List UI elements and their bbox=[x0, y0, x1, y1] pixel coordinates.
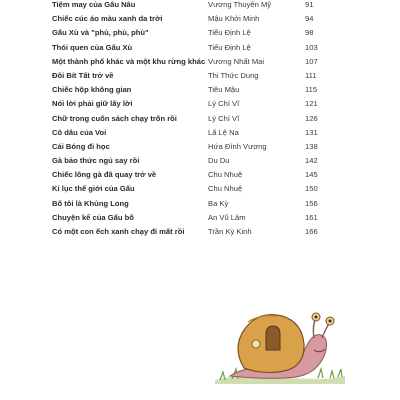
toc-author: Hứa Đình Vương bbox=[208, 141, 267, 151]
toc-title: Bố tôi là Khủng Long bbox=[52, 198, 129, 208]
toc-title: Tiệm may của Gấu Nâu bbox=[52, 0, 136, 9]
toc-page-number: 91 bbox=[305, 0, 314, 9]
toc-row bbox=[0, 12, 400, 26]
toc-row bbox=[0, 55, 400, 69]
toc-author: Tiểu Định Lệ bbox=[208, 28, 251, 38]
toc-title: Có một con ếch xanh chạy đi mất rồi bbox=[52, 227, 185, 236]
toc-page-number: 166 bbox=[305, 227, 318, 236]
toc-row bbox=[0, 97, 400, 111]
toc-author: Trần Kỳ Kinh bbox=[208, 227, 252, 236]
toc-row bbox=[0, 0, 400, 12]
toc-title: Chiếc hộp không gian bbox=[52, 85, 132, 95]
toc-page-number: 150 bbox=[305, 184, 318, 194]
toc-page-number: 107 bbox=[305, 56, 318, 66]
toc-page-number: 111 bbox=[305, 70, 317, 80]
toc-title: Kỉ lục thế giới của Gấu bbox=[52, 184, 135, 194]
toc-title: Chữ trong cuốn sách chạy trốn rồi bbox=[52, 113, 177, 123]
toc-title: Cái Bóng đi học bbox=[52, 141, 110, 151]
toc-title: Gấu Xù và "phù, phù, phù" bbox=[52, 28, 149, 38]
toc-row bbox=[0, 26, 400, 40]
toc-title: Chiếc lông gà đã quay trở về bbox=[52, 170, 157, 180]
toc-row bbox=[0, 225, 400, 239]
toc-row bbox=[0, 182, 400, 196]
toc-title: Gà bảo thức ngủ say rồi bbox=[52, 156, 140, 166]
toc-page-number: 103 bbox=[305, 42, 318, 52]
toc-page-number: 94 bbox=[305, 14, 314, 24]
toc-author: Tiểu Định Lệ bbox=[208, 42, 251, 52]
toc-author: Chu Nhuệ bbox=[208, 184, 243, 194]
toc-row bbox=[0, 168, 400, 182]
toc-page-number: 138 bbox=[305, 141, 318, 151]
snail-icon bbox=[210, 288, 350, 388]
toc-author: Mậu Khởi Minh bbox=[208, 14, 260, 24]
toc-title: Cô dâu của Voi bbox=[52, 127, 107, 137]
toc-row bbox=[0, 112, 400, 126]
toc-author: Thi Thức Dung bbox=[208, 70, 259, 80]
toc-page-number: 121 bbox=[305, 99, 318, 109]
toc-author: Ba Kỳ bbox=[208, 198, 229, 208]
toc-author: Vương Thuyên Mỹ bbox=[208, 0, 272, 9]
toc-title: Chuyện kể của Gấu bố bbox=[52, 212, 134, 222]
toc-page-number: 142 bbox=[305, 156, 318, 166]
toc-author: An Vũ Lâm bbox=[208, 212, 246, 222]
toc-page-number: 126 bbox=[305, 113, 318, 123]
toc-row bbox=[0, 69, 400, 83]
toc-page-number: 115 bbox=[305, 85, 318, 95]
toc-author: Chu Nhuệ bbox=[208, 170, 243, 180]
toc-row bbox=[0, 197, 400, 211]
toc-title: Nói lời phải giữ lấy lời bbox=[52, 99, 133, 109]
toc-title: Thói quen của Gấu Xù bbox=[52, 42, 133, 52]
toc-page-number: 145 bbox=[305, 170, 318, 180]
toc-author: Lý Chí Vĩ bbox=[208, 99, 240, 109]
toc-row bbox=[0, 83, 400, 97]
toc-title: Chiếc cúc áo màu xanh da trời bbox=[52, 14, 163, 24]
toc-row bbox=[0, 126, 400, 140]
toc-row bbox=[0, 154, 400, 168]
toc-row bbox=[0, 211, 400, 225]
toc-title: Một thành phố khác và một khu rừng khác bbox=[52, 56, 206, 66]
toc-author: Vương Nhất Mai bbox=[208, 56, 265, 66]
toc-author: Lã Lệ Na bbox=[208, 127, 239, 137]
toc-page-number: 131 bbox=[305, 127, 318, 137]
toc-row bbox=[0, 41, 400, 55]
toc-author: Tiêu Mậu bbox=[208, 85, 240, 95]
toc-row bbox=[0, 140, 400, 154]
toc-author: Du Du bbox=[208, 156, 230, 166]
toc-page-number: 161 bbox=[305, 212, 318, 222]
toc-title: Đôi Bít Tất trở về bbox=[52, 70, 114, 80]
toc-page-number: 156 bbox=[305, 198, 318, 208]
toc-page-number: 98 bbox=[305, 28, 314, 38]
toc-author: Lý Chí Vĩ bbox=[208, 113, 240, 123]
